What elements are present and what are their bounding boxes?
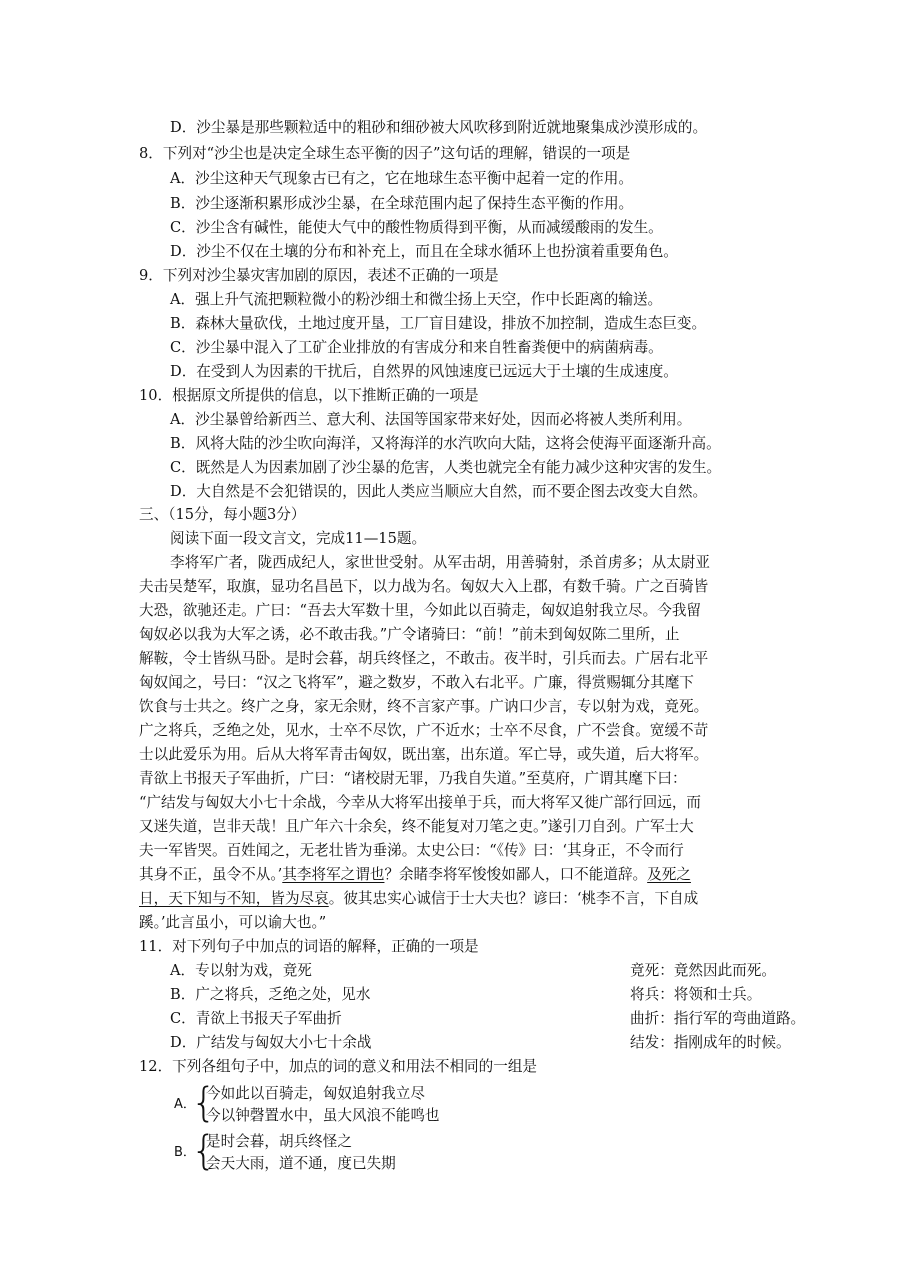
- q12-group-a-line: 今如此以百骑走，匈奴追射我立尽: [206, 1085, 425, 1102]
- passage-line: 解鞍，令士皆纵马卧。是时会暮，胡兵终怪之，不敢击。夜半时，引兵而去。广居右北平: [139, 650, 709, 667]
- underlined-sentence-2-end: 日，天下知与不知，皆为尽哀: [139, 890, 329, 907]
- q9-option-b: B．森林大量砍伐，土地过度开垦，工厂盲目建设，排放不加控制，造成生态巨变。: [170, 315, 707, 332]
- q12-stem: 12．下列各组句子中，加点的词的意义和用法不相同的一组是: [139, 1058, 538, 1075]
- q10-option-b: B．风将大陆的沙尘吹向海洋，又将海洋的水汽吹向大陆，这将会使海平面逐渐升高。: [170, 435, 721, 452]
- q11-option-c-explanation: 曲折：指行军的弯曲道路。: [630, 1010, 806, 1027]
- passage-line: 匈奴必以我为大军之诱，必不敢击我。”广令诸骑曰：“前！”前未到匈奴陈二里所，止: [139, 626, 680, 643]
- q8-stem: 8．下列对“沙尘也是决定全球生态平衡的因子”这句话的理解，错误的一项是: [139, 145, 631, 162]
- passage-line: 青欲上书报天子军曲折，广曰：“诸校尉无罪，乃我自失道。”至莫府，广谓其麾下曰：: [139, 770, 687, 787]
- q10-option-a: A．沙尘暴曾给新西兰、意大利、法国等国家带来好处，因而必将被人类所利用。: [170, 411, 692, 428]
- q11-option-d-explanation: 结发：指刚成年的时候。: [630, 1034, 791, 1051]
- q12-group-b-line: 会天大雨，道不通，度已失期: [206, 1155, 396, 1172]
- passage-line: 士以此爱乐为用。后从大将军青击匈奴，既出塞，出东道。军亡导，或失道，后大将军。: [139, 746, 709, 763]
- q11-option-a-sentence: A．专以射为戏，竟死: [170, 962, 312, 979]
- section-heading: 三、（15分，每小题3分）: [139, 506, 306, 523]
- underlined-sentence-1: 其李将军之谓也: [282, 866, 385, 883]
- q10-option-d: D．大自然是不会犯错误的，因此人类应当顺应大自然，而不要企图去改变大自然。: [170, 483, 708, 500]
- q9-stem: 9．下列对沙尘暴灾害加剧的原因，表述不正确的一项是: [139, 267, 499, 284]
- q11-stem: 11．对下列句子中加点的词语的解释，正确的一项是: [139, 938, 479, 955]
- q11-option-a-explanation: 竟死：竟然因此而死。: [630, 962, 776, 979]
- passage-text: ？余睹李将军悛悛如鄙人，口不能道辞。: [384, 866, 648, 883]
- passage-line-underlined-1: [139, 865, 691, 885]
- q11-option-d: [170, 1033, 791, 1053]
- q12-group-b-line: 是时会暮，胡兵终怪之: [206, 1133, 352, 1150]
- q9-option-c: C．沙尘暴中混入了工矿企业排放的有害成分和来自牲畜粪便中的病菌病毒。: [170, 339, 663, 356]
- q10-stem: 10．根据原文所提供的信息，以下推断正确的一项是: [139, 387, 479, 404]
- q8-option-c: C．沙尘含有碱性，能使大气中的酸性物质得到平衡，从而减缓酸雨的发生。: [170, 219, 663, 236]
- q12-group-a-line: 今以钟磬置水中，虽大风浪不能鸣也: [206, 1107, 440, 1124]
- q12-group-b-label: B．: [174, 1145, 196, 1160]
- q9-option-a: A．强上升气流把颗粒微小的粉沙细土和微尘扬上天空，作中长距离的输送。: [170, 291, 663, 308]
- passage-line: 蹊。’此言虽小，可以谕大也。”: [139, 914, 327, 931]
- passage-line: “广结发与匈奴大小七十余战，今幸从大将军出接单于兵，而大将军又徙广部行回远，而: [139, 794, 702, 811]
- passage-line-underlined-2: [139, 889, 698, 909]
- passage-line: 广之将兵，乏绝之处，见水，士卒不尽饮，广不近水；士卒不尽食，广不尝食。宽缓不苛: [139, 722, 709, 739]
- passage-line: 饮食与士共之。终广之身，家无余财，终不言家产事。广讷口少言，专以射为戏，竟死。: [139, 698, 709, 715]
- q11-option-b: [170, 985, 762, 1005]
- q12-group-a-brace: {: [191, 1080, 217, 1126]
- q7-option-d: D．沙尘暴是那些颗粒适中的粗砂和细砂被大风吹移到附近就地聚集成沙漠形成的。: [170, 119, 708, 136]
- passage-line: 夫击吴楚军，取旗，显功名昌邑下，以力战为名。匈奴大入上郡，有数千骑。广之百骑皆: [139, 578, 709, 595]
- passage-line: 李将军广者，陇西成纪人，家世世受射。从军击胡，用善骑射，杀首虏多；从太尉亚: [170, 554, 710, 571]
- q11-option-b-explanation: 将兵：将领和士兵。: [630, 986, 762, 1003]
- passage-text: 其身不正，虽令不从。’: [139, 866, 283, 883]
- passage-line: 匈奴闻之，号曰：“汉之飞将军”，避之数岁，不敢入右北平。广廉，得赏赐辄分其麾下: [139, 674, 694, 691]
- q11-option-c-sentence: C．青欲上书报天子军曲折: [170, 1010, 342, 1027]
- passage-line: 夫一军皆哭。百姓闻之，无老壮皆为垂涕。太史公曰：“《传》曰：‘其身正，不令而行: [139, 842, 684, 859]
- underlined-sentence-2-start: 及死之: [647, 866, 691, 883]
- q8-option-a: A．沙尘这种天气现象古已有之，它在地球生态平衡中起着一定的作用。: [170, 170, 633, 187]
- section-instruction: 阅读下面一段文言文，完成11—15题。: [170, 530, 427, 547]
- q9-option-d: D．在受到人为因素的干扰后，自然界的风蚀速度已远远大于土壤的生成速度。: [170, 363, 678, 380]
- q8-option-b: B．沙尘逐渐积累形成沙尘暴，在全球范围内起了保持生态平衡的作用。: [170, 195, 634, 212]
- passage-line: 又迷失道，岂非天哉！且广年六十余矣，终不能复对刀笔之吏。”遂引刀自刭。广军士大: [139, 818, 694, 835]
- q11-option-a: [170, 961, 776, 981]
- q11-option-b-sentence: B．广之将兵，乏绝之处，见水: [170, 986, 371, 1003]
- passage-text: 。彼其忠实心诚信于士大夫也？谚曰：‘桃李不言，下自成: [328, 890, 699, 907]
- q10-option-c: C．既然是人为因素加剧了沙尘暴的危害，人类也就完全有能力减少这种灾害的发生。: [170, 459, 722, 476]
- q12-group-a-label: A．: [174, 1097, 196, 1112]
- q12-group-b-brace: {: [191, 1128, 217, 1174]
- q11-option-d-sentence: D．广结发与匈奴大小七十余战: [170, 1034, 372, 1051]
- q8-option-d: D．沙尘不仅在土壤的分布和补充上，而且在全球水循环上也扮演着重要角色。: [170, 243, 678, 260]
- passage-line: 大恐，欲驰还走。广曰：“吾去大军数十里，今如此以百骑走，匈奴追射我立尽。今我留: [139, 602, 702, 619]
- q11-option-c: [170, 1009, 806, 1029]
